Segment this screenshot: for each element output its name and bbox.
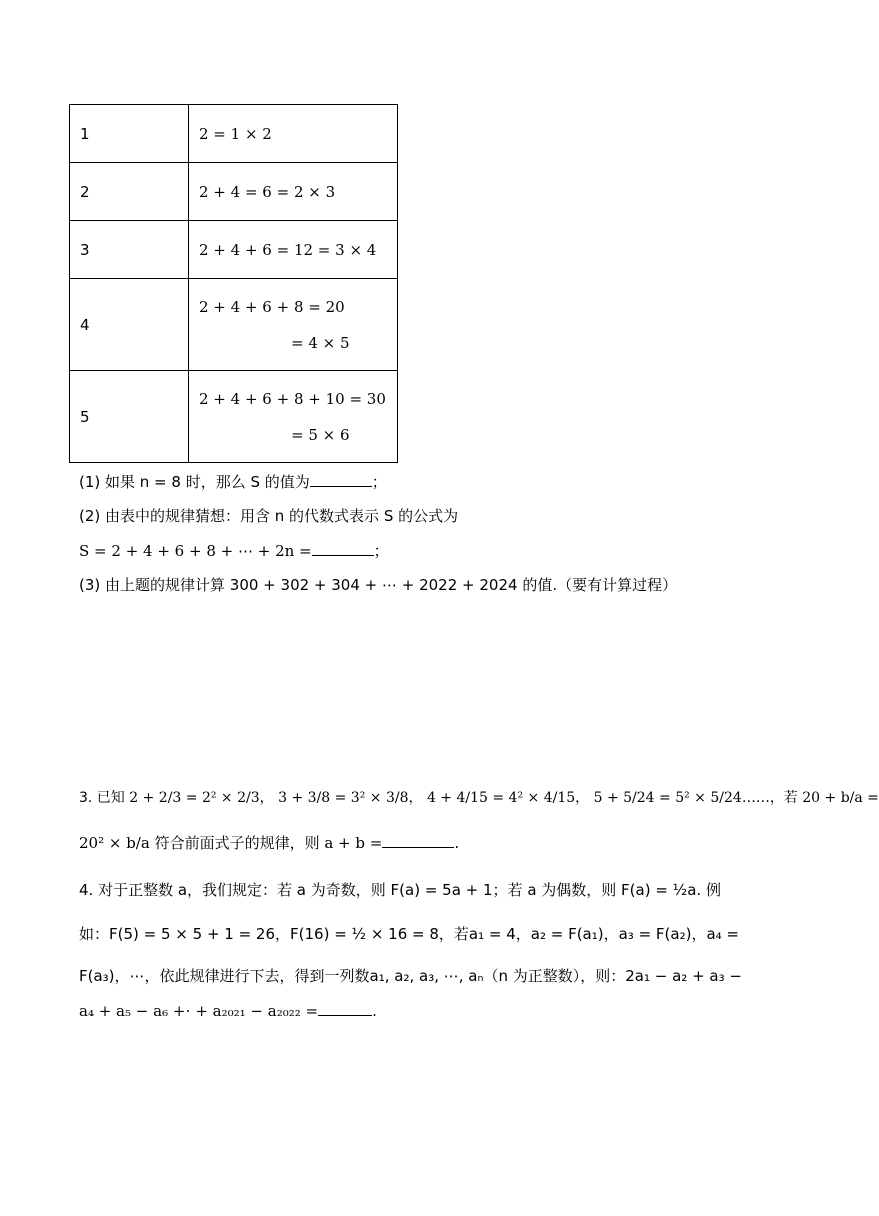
table-row — [70, 105, 398, 163]
question-2-formula — [79, 541, 389, 561]
formula-line: 2 + 4 + 6 + 8 = 20 — [199, 297, 345, 316]
row-formula: 2 = 1 × 2 — [189, 105, 398, 163]
q3-item: 4 + 4/15 = 4² × 4/15 — [426, 790, 576, 806]
q3-item: 3 + 3/8 = 3² × 3/8 — [278, 790, 409, 806]
part1-text: (1) 如果 n = 8 时，那么 S 的值为 — [79, 473, 310, 491]
question-4-line-4 — [79, 1001, 377, 1021]
table-row — [70, 221, 398, 279]
answer-blank[interactable] — [310, 472, 372, 487]
row-index: 3 — [70, 221, 189, 279]
question-2-part-2: (2) 由表中的规律猜想：用含 n 的代数式表示 S 的公式为 — [79, 507, 459, 525]
row-formula: 2 + 4 = 6 = 2 × 3 — [189, 163, 398, 221]
question-3-line-2 — [79, 833, 459, 853]
row-formula: 2 + 4 + 6 = 12 = 3 × 4 — [189, 221, 398, 279]
question-3-line-1: 3. 已知 2 + 2/3 = 2² × 2/3， 3 + 3/8 = 3² × 3/8， 4 + 4/15 = 4² × 4/15， 5 + 5/24 = 5² × 5/24……，若 20 + b/a = — [79, 790, 879, 806]
q3-tail: ……，若 20 + b/a = — [741, 790, 879, 806]
formula-end: ； — [373, 542, 389, 560]
question-4-line-3: F(a₃)，⋯，依此规律进行下去，得到一列数a₁, a₂, a₃, ⋯, aₙ（n 为正整数），则：2a₁ − a₂ + a₃ − — [79, 967, 742, 985]
question-4-line-2: 如：F(5) = 5 × 5 + 1 = 26，F(16) = ½ × 16 = 8，若a₁ = 4，a₂ = F(a₁)，a₃ = F(a₂)，a₄ = — [79, 925, 740, 943]
table-row — [70, 279, 398, 371]
row-index: 1 — [70, 105, 189, 163]
q3-line2-end: . — [454, 834, 460, 852]
row-index: 2 — [70, 163, 189, 221]
row-index: 4 — [70, 279, 189, 371]
q3-line2-text: 20² × b/a 符合前面式子的规律，则 a + b = — [79, 834, 383, 852]
q3-prefix: 3. 已知 — [79, 790, 125, 806]
answer-blank[interactable] — [382, 833, 454, 848]
row-formula — [189, 279, 398, 371]
table-row — [70, 371, 398, 463]
q3-item: 2 + 2/3 = 2² × 2/3 — [129, 790, 260, 806]
sequence-table — [69, 104, 398, 463]
formula-text: S = 2 + 4 + 6 + 8 + ⋯ + 2n = — [79, 542, 312, 560]
question-2-part-3: (3) 由上题的规律计算 300 + 302 + 304 + ⋯ + 2022 + 2024 的值.（要有计算过程） — [79, 576, 678, 594]
q4-line4-text: a₄ + a₅ − a₆ +⋅ + a₂₀₂₁ − a₂₀₂₂ = — [79, 1002, 319, 1020]
formula-line: = 5 × 6 — [291, 425, 350, 444]
q4-line4-end: . — [372, 1002, 377, 1020]
row-formula — [189, 371, 398, 463]
question-4-line-1: 4. 对于正整数 a，我们规定：若 a 为奇数，则 F(a) = 5a + 1；若 a 为偶数，则 F(a) = ½a. 例 — [79, 881, 721, 899]
formula-line: 2 + 4 + 6 + 8 + 10 = 30 — [199, 389, 386, 408]
question-2-part-1 — [79, 472, 387, 492]
row-index: 5 — [70, 371, 189, 463]
answer-blank[interactable] — [318, 1001, 372, 1016]
answer-blank[interactable] — [312, 541, 374, 556]
formula-line: = 4 × 5 — [291, 333, 350, 352]
table-row — [70, 163, 398, 221]
part1-end: ； — [371, 473, 387, 491]
q3-item: 5 + 5/24 = 5² × 5/24 — [593, 790, 742, 806]
